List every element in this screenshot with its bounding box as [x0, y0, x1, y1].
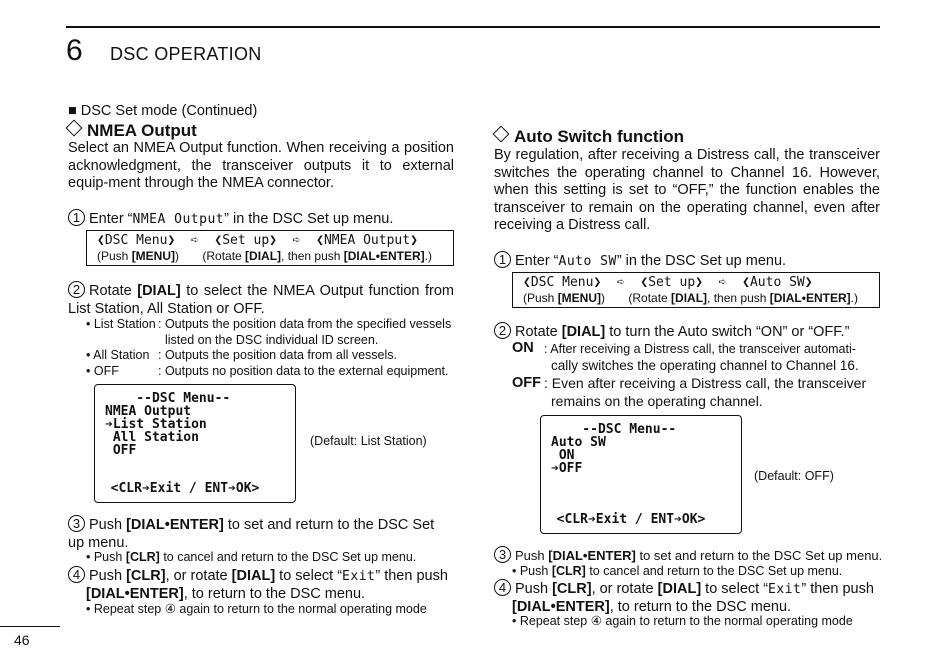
auto-step-3: 3 Push [DIAL•ENTER] to set and return to the DSC Set up menu. — [494, 546, 882, 564]
auto-step-2: 2 Rotate [DIAL] to turn the Auto switch “ON” or “OFF.” — [494, 322, 880, 342]
nmea-default: (Default: List Station) — [310, 434, 427, 448]
off-term: OFF — [512, 375, 541, 391]
auto-step-1: 1 Enter “Auto SW” in the DSC Set up menu. — [494, 251, 880, 271]
bullet-term-list-station: • List Station — [86, 317, 156, 331]
subsection-label: ■ DSC Set mode (Continued) — [68, 103, 258, 119]
auto-switch-intro: By regulation, after receiving a Distress call, the transceiver switches the operating channel to Channel 16. However, when this setting is set to “OFF,” the function enables the transceiver to remain on the operating channel, even after receiving a Distress call. — [494, 147, 880, 233]
nmea-lcd-screen — [94, 384, 296, 503]
lcd-line: --DSC Menu-- — [551, 422, 677, 437]
nmea-step-1: 1 Enter “NMEA Output” in the DSC Set up menu. — [68, 209, 454, 229]
lcd-line: OFF — [105, 443, 137, 458]
page-number: 46 — [14, 632, 30, 648]
chapter-number: 6 — [66, 34, 83, 67]
bullet-desc-list-station: : Outputs the position data from the specified vessels — [158, 317, 452, 331]
bullet-desc-off: : Outputs no position data to the external equipment. — [158, 364, 449, 378]
header-rule — [66, 26, 880, 28]
nmea-menu-path: ❮DSC Menu❯ ➪ ❮Set up❯ ➪ ❮NMEA Output❯ (Push [MENU]) (Rotate [DIAL], then push [DIAL•ENTER].) — [86, 230, 454, 266]
nmea-step-3-note: • Push [CLR] to cancel and return to the DSC Set up menu. — [86, 550, 417, 564]
nmea-step-4-note: • Repeat step ④ again to return to the normal operating mode — [86, 602, 427, 616]
lcd-line: <CLR➔Exit / ENT➔OK> — [541, 512, 706, 527]
nmea-step-2: 2 Rotate [DIAL] to select the NMEA Output function from List Station, All Station or OFF. — [68, 282, 454, 317]
nmea-intro: Select an NMEA Output function. When receiving a position acknowledgment, the transceiver outputs it to external equip-ment through the NMEA connector. — [68, 140, 454, 191]
auto-step-4: 4 Push [CLR], or rotate [DIAL] to select “Exit” then push [DIAL•ENTER], to return to the DSC menu. — [494, 579, 884, 616]
diamond-icon — [66, 120, 83, 137]
bullet-desc2-list-station: listed on the DSC individual ID screen. — [165, 333, 379, 347]
auto-step-3-note: • Push [CLR] to cancel and return to the DSC Set up menu. — [512, 564, 843, 578]
lcd-line: <CLR➔Exit / ENT➔OK> — [95, 481, 260, 496]
on-term: ON — [512, 340, 534, 356]
on-desc: : After receiving a Distress call, the transceiver automati- — [544, 342, 856, 356]
lcd-line: --DSC Menu-- — [105, 391, 231, 406]
diamond-icon — [493, 126, 510, 143]
lcd-line: All Station — [105, 430, 199, 445]
bullet-term-off: • OFF — [86, 364, 119, 378]
off-desc: : Even after receiving a Distress call, the transceiver — [544, 375, 867, 391]
off-desc2: remains on the operating channel. — [551, 393, 763, 409]
auto-lcd-screen — [540, 415, 742, 534]
bullet-term-all-station: • All Station — [86, 348, 150, 362]
lcd-line: ➔List Station — [105, 417, 207, 432]
lcd-line: Auto SW — [551, 435, 606, 450]
bullet-desc-all-station: : Outputs the position data from all vessels. — [158, 348, 398, 362]
nmea-step-3: 3 Push [DIAL•ENTER] to set and return to the DSC Set up menu. — [68, 516, 435, 551]
footer-rule — [0, 626, 60, 627]
lcd-line: ➔OFF — [551, 461, 583, 476]
auto-step-4-note: • Repeat step ④ again to return to the normal operating mode — [512, 614, 853, 628]
auto-default: (Default: OFF) — [754, 469, 834, 483]
lcd-line: ON — [551, 448, 575, 463]
chapter-title: DSC OPERATION — [110, 44, 262, 64]
nmea-step-4: 4 Push [CLR], or rotate [DIAL] to select “Exit” then push [DIAL•ENTER], to return to the DSC menu. — [68, 566, 454, 603]
lcd-line: NMEA Output — [105, 404, 192, 419]
on-desc2: cally switches the operating channel to Channel 16. — [551, 358, 859, 373]
auto-switch-heading: Auto Switch function — [493, 127, 684, 147]
auto-menu-path: ❮DSC Menu❯ ➪ ❮Set up❯ ➪ ❮Auto SW❯ (Push [MENU]) (Rotate [DIAL], then push [DIAL•ENTER].) — [512, 272, 880, 308]
nmea-output-heading: NMEA Output — [66, 121, 197, 141]
